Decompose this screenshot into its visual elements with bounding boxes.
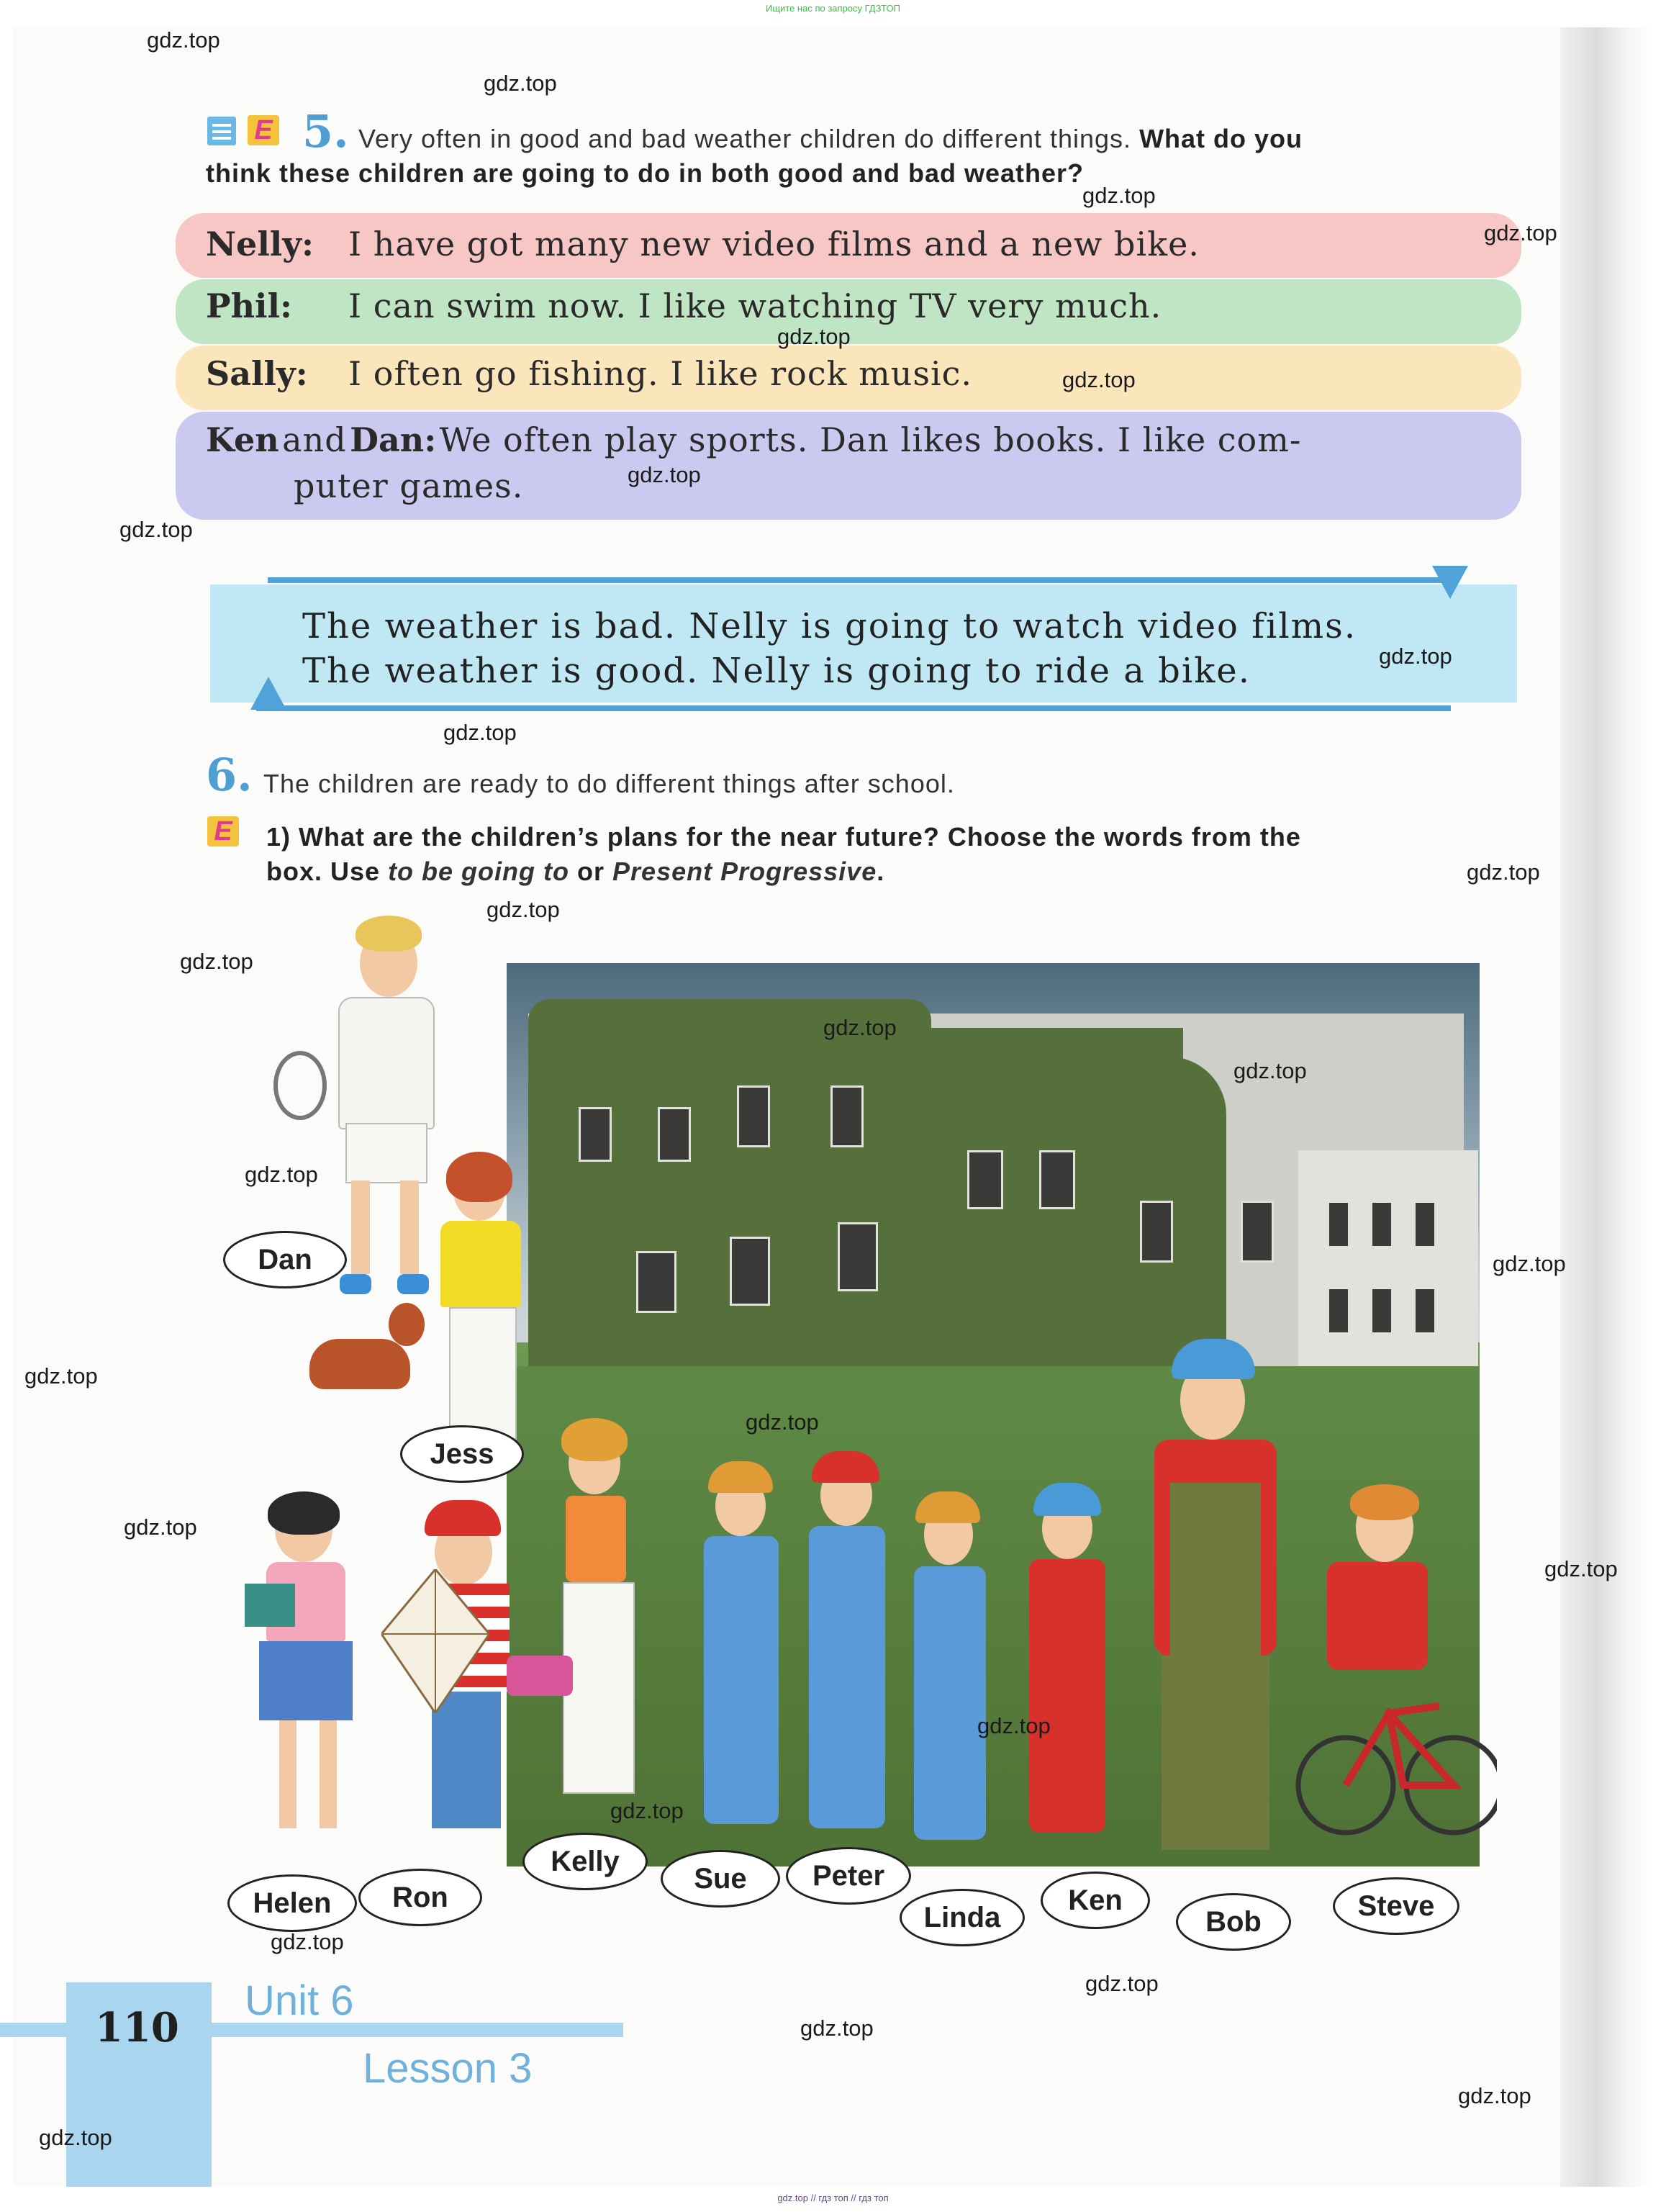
task-number: 1) [266,822,291,852]
name-label-dan: Dan [223,1231,347,1288]
watermark: gdz.top [486,897,560,922]
speaker-nelly: Nelly: [206,225,314,263]
dog-icon [309,1339,410,1389]
task-2-pre: box. Use [266,857,381,886]
page-number: 110 [95,2004,179,2051]
dan-hair [356,916,422,952]
watermark: gdz.top [777,324,851,349]
name-label-steve: Steve [1333,1877,1459,1935]
exercise-6-task-line1 [266,819,1301,855]
line-sally: I often go fishing. I like rock music. [348,354,973,393]
ron-cap [425,1500,501,1536]
task-2-i2: Present Progressive [612,857,877,886]
castle-window [737,1085,770,1147]
castle-window [1413,1201,1436,1248]
e-icon: E [248,115,279,145]
watermark: gdz.top [1493,1251,1566,1276]
line-phil: I can swim now. I like watching TV very much. [348,286,1162,325]
speaker-phil: Phil: [206,286,292,325]
task-2-i1: to be going to [388,857,569,886]
watermark: gdz.top [800,2015,874,2041]
name-label-ken: Ken [1041,1872,1150,1929]
line-ken-dan-2: puter games. [294,466,524,505]
watermark: gdz.top [1467,859,1540,885]
watermark: gdz.top [443,720,517,745]
helen-leg [320,1720,337,1828]
watermark: gdz.top [823,1015,897,1040]
bob-trousers [1162,1656,1269,1850]
line-nelly: I have got many new video films and a new bike. [348,225,1200,263]
castle-window [1370,1201,1393,1248]
watermark: gdz.top [24,1363,98,1389]
kelly-trousers [563,1582,635,1794]
castle-window [1327,1201,1350,1248]
task-bold: What are the children’s plans for the near future? Choose the words from the [299,822,1301,852]
castle-window [1039,1150,1075,1209]
exercise-6-number: 6. [206,749,253,801]
watermark: gdz.top [977,1713,1051,1738]
peter-overalls [809,1526,885,1828]
name-label-bob: Bob [1176,1893,1291,1951]
kelly-hair [561,1418,628,1461]
instruction-bold-2: think these children are going to do in both good and bad weather? [206,158,1085,188]
name-label-helen: Helen [227,1874,357,1932]
line-ken-dan-1: We often play sports. Dan likes books. I like com- [439,420,1302,459]
unit-label: Unit 6 [245,1977,354,2024]
watermark: gdz.top [245,1162,318,1187]
watermark: gdz.top [147,27,220,53]
castle-window [658,1107,691,1162]
exercise-6-intro: The children are ready to do different things after school. [263,769,955,798]
books-icon [245,1584,295,1627]
watermark: gdz.top [1085,1971,1159,1996]
watermark: gdz.top [1458,2083,1531,2108]
watermark: gdz.top [746,1409,819,1435]
top-note: Ищите нас по запросу ГДЗТОП [765,3,900,14]
kite-icon [381,1569,489,1713]
watermark: gdz.top [124,1514,197,1540]
name-label-linda: Linda [900,1889,1025,1946]
castle-window [1413,1287,1436,1335]
watermark: gdz.top [119,517,193,542]
steve-hair [1350,1484,1419,1520]
dan-shirt [338,997,435,1129]
list-icon [207,117,236,145]
e-icon: E [207,816,239,847]
dan-shorts [345,1123,427,1183]
sue-overalls [704,1536,779,1824]
example-line-1: The weather is bad. Nelly is going to watch video films. [302,606,1357,646]
castle-window [579,1107,612,1162]
instruction-bold-1: What do you [1139,124,1303,153]
castle-window [967,1150,1003,1209]
bob-vest [1170,1483,1261,1656]
ken-dan-line-1 [206,420,1301,459]
watermark: gdz.top [271,1929,344,1954]
bicycle-icon [1295,1634,1497,1843]
name-label-jess: Jess [400,1425,524,1483]
helen-hair [268,1491,340,1535]
dan-shoe [397,1274,429,1294]
castle-window [636,1251,676,1313]
watermark: gdz.top [1082,183,1156,208]
speaker-ken: Ken [206,420,279,459]
up-arrow-icon [250,677,286,711]
speaker-dan: Dan: [350,420,437,459]
dan-shoe [340,1274,371,1294]
exercise-6-task-line2 [266,854,884,890]
page-spine-shadow [1560,27,1650,2187]
ivy-wall-left [528,999,931,1417]
jess-hair [446,1152,512,1202]
watermark: gdz.top [1484,220,1557,245]
watermark: gdz.top [1233,1058,1307,1083]
watermark: gdz.top [180,949,253,974]
example-top-rule [268,577,1448,583]
watermark: gdz.top [1379,644,1452,669]
watermark: gdz.top [1544,1556,1618,1581]
jess-trousers [449,1307,517,1440]
speaker-sally: Sally: [206,354,308,393]
dog-head [389,1303,425,1346]
name-label-kelly: Kelly [522,1833,648,1890]
name-label-ron: Ron [358,1869,482,1926]
castle-window [1140,1201,1173,1263]
helen-leg [279,1720,296,1828]
helen-skirt [259,1641,353,1720]
watermark: gdz.top [628,462,701,487]
tennis-racket-icon [273,1051,327,1120]
task-2-mid: or [577,857,605,886]
jess-shirt [440,1221,521,1307]
castle-window [1370,1287,1393,1335]
ken-overalls [1029,1559,1105,1833]
castle-window [838,1222,878,1291]
castle-window [830,1085,864,1147]
exercise-5-number: 5. [302,105,349,158]
castle-window [730,1237,770,1306]
exercise-5-instruction [358,121,1517,157]
dan-leg [351,1181,370,1274]
example-bottom-rule [256,705,1451,711]
castle-window [1241,1201,1274,1263]
linda-overalls [914,1566,986,1840]
name-label-sue: Sue [661,1850,780,1908]
kelly-top [566,1496,626,1582]
lesson-label: Lesson 3 [363,2045,533,2092]
example-line-2: The weather is good. Nelly is going to ride a bike. [302,651,1251,691]
instruction-plain: Very often in good and bad weather children do different things. [358,124,1132,153]
watermark: gdz.top [39,2125,112,2150]
dan-leg [400,1181,419,1274]
exercise-5-instruction-line2 [206,155,1516,191]
watermark: gdz.top [1062,367,1136,392]
bottom-note: gdz.top // гдз топ // гдз топ [777,2193,889,2203]
castle-window [1327,1287,1350,1335]
task-2-end: . [877,857,885,886]
watermark: gdz.top [484,71,557,96]
and-word: and [282,420,347,459]
down-arrow-icon [1432,566,1468,600]
name-label-peter: Peter [786,1847,911,1905]
watermark: gdz.top [610,1798,684,1823]
radio-icon [507,1656,573,1696]
